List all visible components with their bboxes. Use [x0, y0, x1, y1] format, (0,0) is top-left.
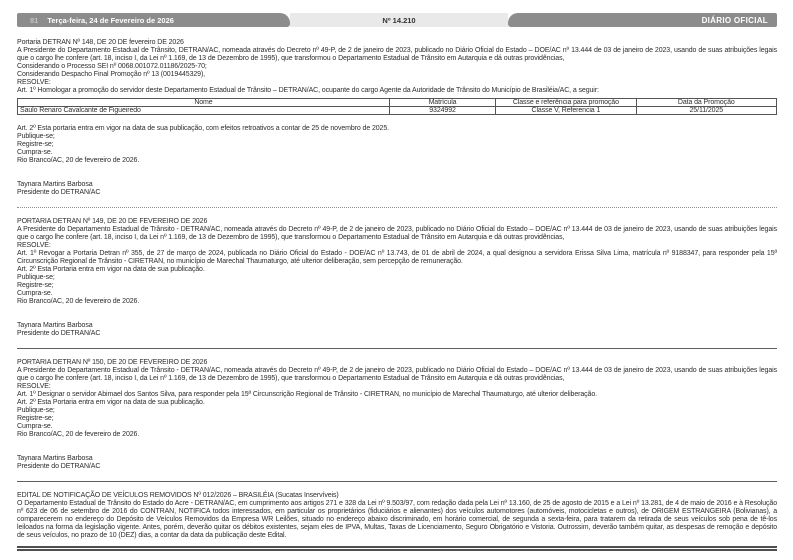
portaria-150-body: [17, 367, 777, 471]
table-header-cell: Nome: [18, 99, 390, 107]
doc-line: Art. 1º Designar o servidor Abimael dos Santos Silva, para responder pela 15ª Circunscrição Regional de Trânsito - CIRETRAN, no município de Marechal Thaumaturgo, até ulterior deliberação.: [17, 391, 597, 399]
doc-line: Presidente do DETRAN/AC: [17, 330, 101, 338]
doc-line: [17, 439, 777, 447]
doc-line: Art. 2º Esta portaria entra em vigor na data de sua publicação, com efeitos retroativos a contar de 25 de novembro de 2025.: [17, 125, 389, 133]
doc-line: Registre-se;: [17, 282, 54, 290]
doc-line: Considerando Despacho Final Promoção nº 13 (0019445329),: [17, 71, 206, 78]
doc-line: Rio Branco/AC, 20 de fevereiro de 2026.: [17, 431, 140, 439]
page-number: 81: [30, 15, 39, 25]
header-middle-strip: [290, 13, 508, 27]
doc-line: Taynara Martins Barbosa: [17, 181, 93, 189]
edital-section: [17, 492, 777, 540]
portaria-149-body: [17, 226, 777, 338]
table-header-cell: Classe e referência para promoção: [496, 99, 636, 107]
edital-title: EDITAL DE NOTIFICAÇÃO DE VEÍCULOS REMOVIDOS Nº 012/2026 – BRASILÉIA (Sucatas Inservíveis): [17, 492, 339, 500]
table-cell: Saulo Renaro Cavalcante de Figueiredo: [18, 107, 390, 115]
dotted-separator: [17, 207, 777, 208]
promotion-table: [17, 98, 777, 115]
doc-line: Publique-se;: [17, 133, 55, 141]
doc-line: RESOLVE:: [17, 79, 51, 86]
portaria-148-body: [17, 47, 777, 95]
table-header-cell: Data da Promoção: [636, 99, 776, 107]
portaria-150-section: [17, 359, 777, 471]
solid-separator: [17, 348, 777, 349]
edital-body: [17, 500, 777, 540]
doc-line: RESOLVE:: [17, 242, 51, 250]
gazette-header-bar: [17, 13, 777, 27]
portaria-148-closing: [17, 125, 777, 197]
doc-line: [17, 165, 777, 173]
doc-line: A Presidente do Departamento Estadual de Trânsito - DETRAN/AC, nomeada através do Decreto nº 49-P, de 2 de janeiro de 2023, publicado no Diário Oficial do Estado – DOE/AC nº 13.444 de 03 de janeiro de 2023, usando de suas atribuições legais que o cargo lhe confere (art. 18, inciso I, da Lei nº 1.169, de 13 de Dezembro de 1995), que transformou o Departamento Estadual de Trânsito em Autarquia e dá outras providências,: [17, 226, 777, 242]
doc-line: Publique-se;: [17, 407, 55, 415]
doc-line: Registre-se;: [17, 141, 54, 149]
doc-line: Publique-se;: [17, 274, 55, 282]
table-row: [18, 107, 777, 115]
page-content: [17, 39, 777, 551]
doc-line: A Presidente do Departamento Estadual de Trânsito - DETRAN/AC, nomeada através do Decreto nº 49-P, de 2 de janeiro de 2023, publicado no Diário Oficial do Estado – DOE/AC nº 13.444 de 03 de janeiro de 2023, usando de suas atribuições legais que o cargo lhe confere (art. 18, inciso I, da Lei nº 1.169, de 13 de Dezembro de 1995), que transformou o Departamento Estadual de Trânsito em Autarquia e dá outras providências,: [17, 367, 777, 383]
doc-line: [17, 314, 777, 322]
doc-line: [17, 306, 777, 314]
table-cell: Classe V, Referencia 1: [496, 107, 636, 115]
header-right-bar: [508, 13, 777, 27]
doc-line: Taynara Martins Barbosa: [17, 455, 93, 463]
doc-line: [17, 173, 777, 181]
doc-line: Registre-se;: [17, 415, 54, 423]
solid-separator: [17, 481, 777, 482]
doc-line: O Departamento Estadual de Trânsito do Estado do Acre - DETRAN/AC, em cumprimento aos artigos 271 e 328 da Lei nº 9.503/97, com redação dada pela Lei nº 13.160, de 25 de agosto de 2015 e a Lei nº 13.281, de 4 de maio de 2016 e à Resolução nº 623 de 06 de setembro de 2016 do CONTRAN, NOTIFICA todos interessados, em particular os proprietários (fiduciários e alienantes) dos veículos automotores (automóveis, motocicletas e outros), de ORIGEM ESTRANGEIRA (Bolivianas), a comparecerem no endereço do Depósito de Veículos Removidos da Empresa WR Leilões, situado no endereço abaixo discriminado, em horário comercial, de segunda a sexta-feira, para tratarem da retirada de seus veículos sob pena de tê-los leiloados na forma da legislação vigente. Antes, porém, deverão quitar os débitos existentes, sejam eles de IPVA, Multas, Taxas de Licenciamento, Seguro Obrigatório e Vistoria. Outrossim, deverão também quitar, as despesas de remoção e depósito de seus veículos, no prazo de 10 (DEZ) dias, a contar da data da publicação deste Edital.: [17, 500, 777, 540]
portaria-149-section: [17, 218, 777, 338]
doc-line: A Presidente do Departamento Estadual de Trânsito, DETRAN/AC, nomeada através do Decreto nº 49-P, de 2 de janeiro de 2023, publicado no Diário Oficial do Estado – DOE/AC nº 13.444 de 03 de janeiro de 2023, usando de suas atribuições legais que o cargo lhe confere (art. 18, inciso I, da Lei nº 1.169, de 13 de Dezembro de 1995), que transformou o Departamento Estadual de Trânsito em Autarquia e dá outras providências,: [17, 47, 777, 62]
doc-line: Cumpra-se.: [17, 290, 53, 298]
table-header-row: [18, 99, 777, 107]
portaria-149-title: PORTARIA DETRAN Nº 149, DE 20 DE FEVEREIRO DE 2026: [17, 218, 208, 226]
doc-line: Cumpra-se.: [17, 149, 53, 157]
doc-line: Rio Branco/AC, 20 de fevereiro de 2026.: [17, 157, 140, 165]
doc-line: Taynara Martins Barbosa: [17, 322, 93, 330]
masthead-title: DIÁRIO OFICIAL: [701, 15, 768, 25]
doc-line: Art. 2º Esta Portaria entra em vigor na data de sua publicação.: [17, 266, 205, 274]
doc-line: Considerando o Processo SEI nº 0068.001072.01186/2025-70;: [17, 63, 207, 70]
doc-line: Art. 2º Esta Portaria entra em vigor na data de sua publicação.: [17, 399, 205, 407]
table-header-cell: Matrícula: [389, 99, 495, 107]
doc-line: Art. 1º Homologar a promoção do servidor deste Departamento Estadual de Trânsito – DETRAN/AC, ocupante do cargo Agente da Autoridade de Trânsito do Município de Brasiléia/AC, a seguir:: [17, 87, 599, 94]
doc-line: Art. 1º Revogar a Portaria Detran nº 355, de 27 de março de 2024, publicada no Diário Oficial do Estado - DOE/AC nº 13.743, de 01 de abril de 2024, a qual designou a servidora Erissa Silva Lima, matrícula nº 9188347, para responder pela 15ª Circunscrição Regional de Trânsito - CIRETRAN, no município de Marechal Thaumaturgo, até ulterior deliberação, sem percepção de remuneração.: [17, 250, 777, 266]
edition-number: Nº 14.210: [382, 15, 416, 25]
doc-line: Rio Branco/AC, 20 de fevereiro de 2026.: [17, 298, 140, 306]
table-cell: 9324992: [389, 107, 495, 115]
doc-line: RESOLVE:: [17, 383, 51, 391]
bottom-double-rule: [17, 546, 777, 551]
doc-line: Presidente do DETRAN/AC: [17, 463, 101, 471]
portaria-148-title: Portaria DETRAN Nº 148, DE 20 DE fevereiro DE 2026: [17, 39, 184, 46]
table-cell: 25/11/2025: [636, 107, 776, 115]
doc-line: Presidente do DETRAN/AC: [17, 189, 101, 197]
portaria-150-title: PORTARIA DETRAN Nº 150, DE 20 DE FEVEREIRO DE 2026: [17, 359, 208, 367]
header-left-bar: [17, 13, 290, 27]
header-date: Terça-feira, 24 de Fevereiro de 2026: [47, 15, 174, 25]
doc-line: Cumpra-se.: [17, 423, 53, 431]
portaria-148-section: [17, 39, 777, 197]
doc-line: [17, 447, 777, 455]
